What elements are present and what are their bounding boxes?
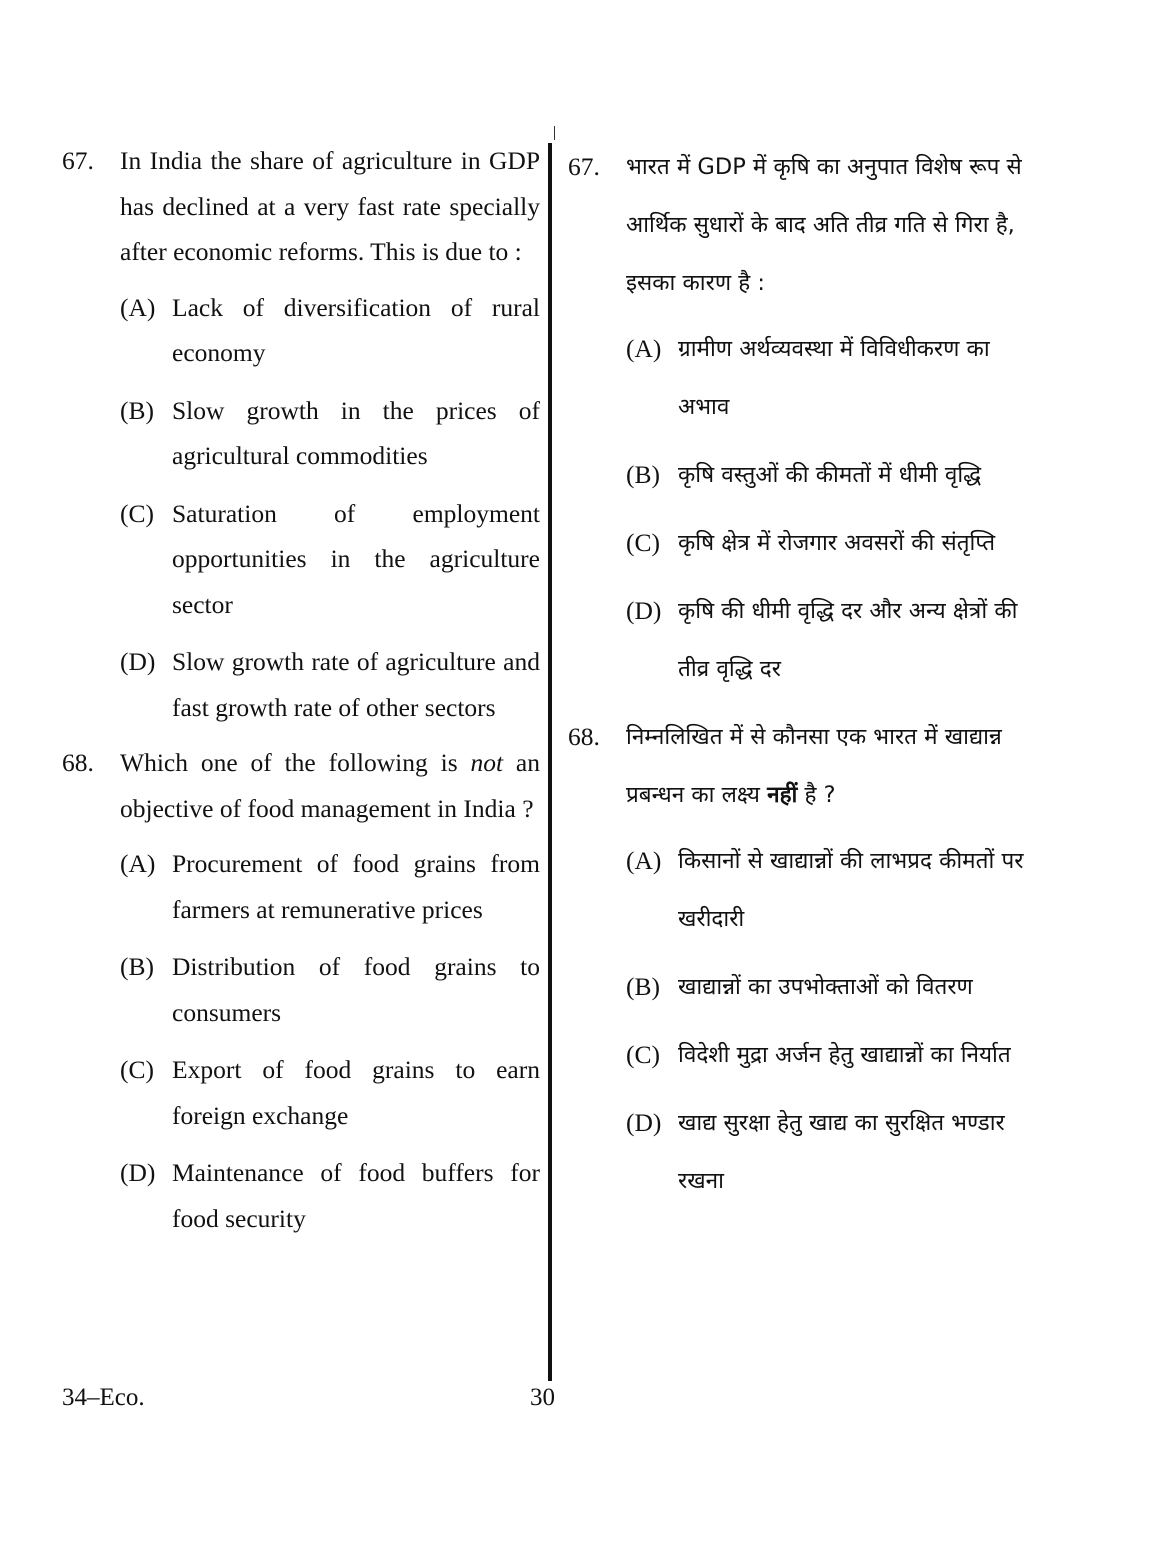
question-text: निम्नलिखित में से कौनसा एक भारत में खाद्यान्न प्रबन्धन का लक्ष्य नहीं है ?: [626, 724, 1002, 808]
hindi-column: [568, 138, 1048, 1210]
option-text: ग्रामीण अर्थव्यवस्था में विविधीकरण का अभाव: [678, 336, 990, 420]
question-68-en: [62, 740, 540, 831]
options-67-hi: [626, 320, 1048, 698]
option-label: (A): [120, 292, 156, 322]
option-label: (D): [120, 1158, 156, 1187]
english-column: [62, 138, 540, 1241]
option-text: कृषि की धीमी वृद्धि दर और अन्य क्षेत्रों की तीव्र वृद्धि दर: [678, 598, 1018, 682]
option-text: Slow growth in the prices of agricultural commodities: [172, 395, 540, 470]
option-label: (C): [120, 1055, 154, 1084]
option-label: (D): [120, 647, 156, 676]
emphasis-not: not: [470, 748, 504, 777]
option-c: [120, 491, 540, 628]
option-text: Slow growth rate of agriculture and fast growth rate of other sectors: [172, 647, 540, 722]
options-67-en: [120, 285, 540, 731]
option-b: [626, 958, 1048, 1016]
option-text: Procurement of food grains from farmers at remunerative prices: [172, 849, 540, 924]
question-67-en: [62, 138, 540, 275]
page-number: 30: [530, 1384, 555, 1411]
option-d: [626, 582, 1048, 698]
option-d: [120, 1150, 540, 1241]
option-text: खाद्य सुरक्षा हेतु खाद्य का सुरक्षित भण्डार रखना: [678, 1110, 1005, 1194]
option-d: [626, 1094, 1048, 1210]
option-text: Distribution of food grains to consumers: [172, 952, 540, 1027]
option-d: [120, 639, 540, 730]
question-number: 67.: [568, 152, 600, 181]
option-b: [120, 388, 540, 479]
option-a: [626, 320, 1048, 436]
option-a: [120, 285, 540, 376]
option-label: (A): [626, 846, 662, 875]
margin-tick: [554, 126, 555, 140]
option-a: [626, 832, 1048, 948]
question-67-hi: [568, 138, 1048, 312]
option-a: [120, 841, 540, 932]
option-text: कृषि वस्तुओं की कीमतों में धीमी वृद्धि: [678, 462, 982, 488]
question-68-hi: [568, 708, 1048, 824]
question-number: 68.: [568, 722, 600, 751]
options-68-hi: [626, 832, 1048, 1210]
question-number: 67.: [62, 146, 94, 175]
option-c: [626, 514, 1048, 572]
option-label: (D): [626, 1108, 662, 1137]
question-text: Which one of the following is not an objective of food management in India ?: [120, 748, 540, 823]
option-label: (B): [120, 395, 154, 425]
option-text: Export of food grains to earn foreign exchange: [172, 1055, 540, 1130]
option-text: Maintenance of food buffers for food security: [172, 1158, 540, 1233]
option-c: [626, 1026, 1048, 1084]
option-b: [120, 944, 540, 1035]
question-number: 68.: [62, 748, 94, 777]
option-label: (C): [626, 1040, 660, 1069]
column-divider: [548, 143, 552, 1381]
option-label: (D): [626, 596, 662, 625]
option-text: Lack of diversification of rural economy: [172, 292, 540, 367]
option-text: खाद्यान्नों का उपभोक्ताओं को वितरण: [678, 974, 973, 1000]
option-c: [120, 1047, 540, 1138]
paper-code: 34–Eco.: [62, 1384, 145, 1411]
option-label: (C): [120, 498, 154, 528]
option-text: Saturation of employment opportunities in the agriculture sector: [172, 498, 540, 619]
option-text: किसानों से खाद्यान्नों की लाभप्रद कीमतों पर खरीदारी: [678, 848, 1024, 932]
options-68-en: [120, 841, 540, 1241]
option-text: विदेशी मुद्रा अर्जन हेतु खाद्यान्नों का निर्यात: [678, 1042, 1011, 1068]
emphasis-nahin: नहीं: [767, 782, 798, 808]
option-text: कृषि क्षेत्र में रोजगार अवसरों की संतृप्ति: [678, 530, 996, 556]
question-text: In India the share of agriculture in GDP has declined at a very fast rate specially after economic reforms. This is due to :: [120, 146, 540, 266]
option-label: (C): [626, 528, 660, 557]
option-label: (A): [626, 334, 662, 363]
option-label: (B): [626, 460, 660, 489]
option-label: (B): [120, 952, 154, 981]
question-text: भारत में GDP में कृषि का अनुपात विशेष रूप से आर्थिक सुधारों के बाद अति तीव्र गति से गिरा है, इसका कारण है :: [626, 154, 1022, 296]
option-b: [626, 446, 1048, 504]
option-label: (A): [120, 849, 156, 878]
option-label: (B): [626, 972, 660, 1001]
